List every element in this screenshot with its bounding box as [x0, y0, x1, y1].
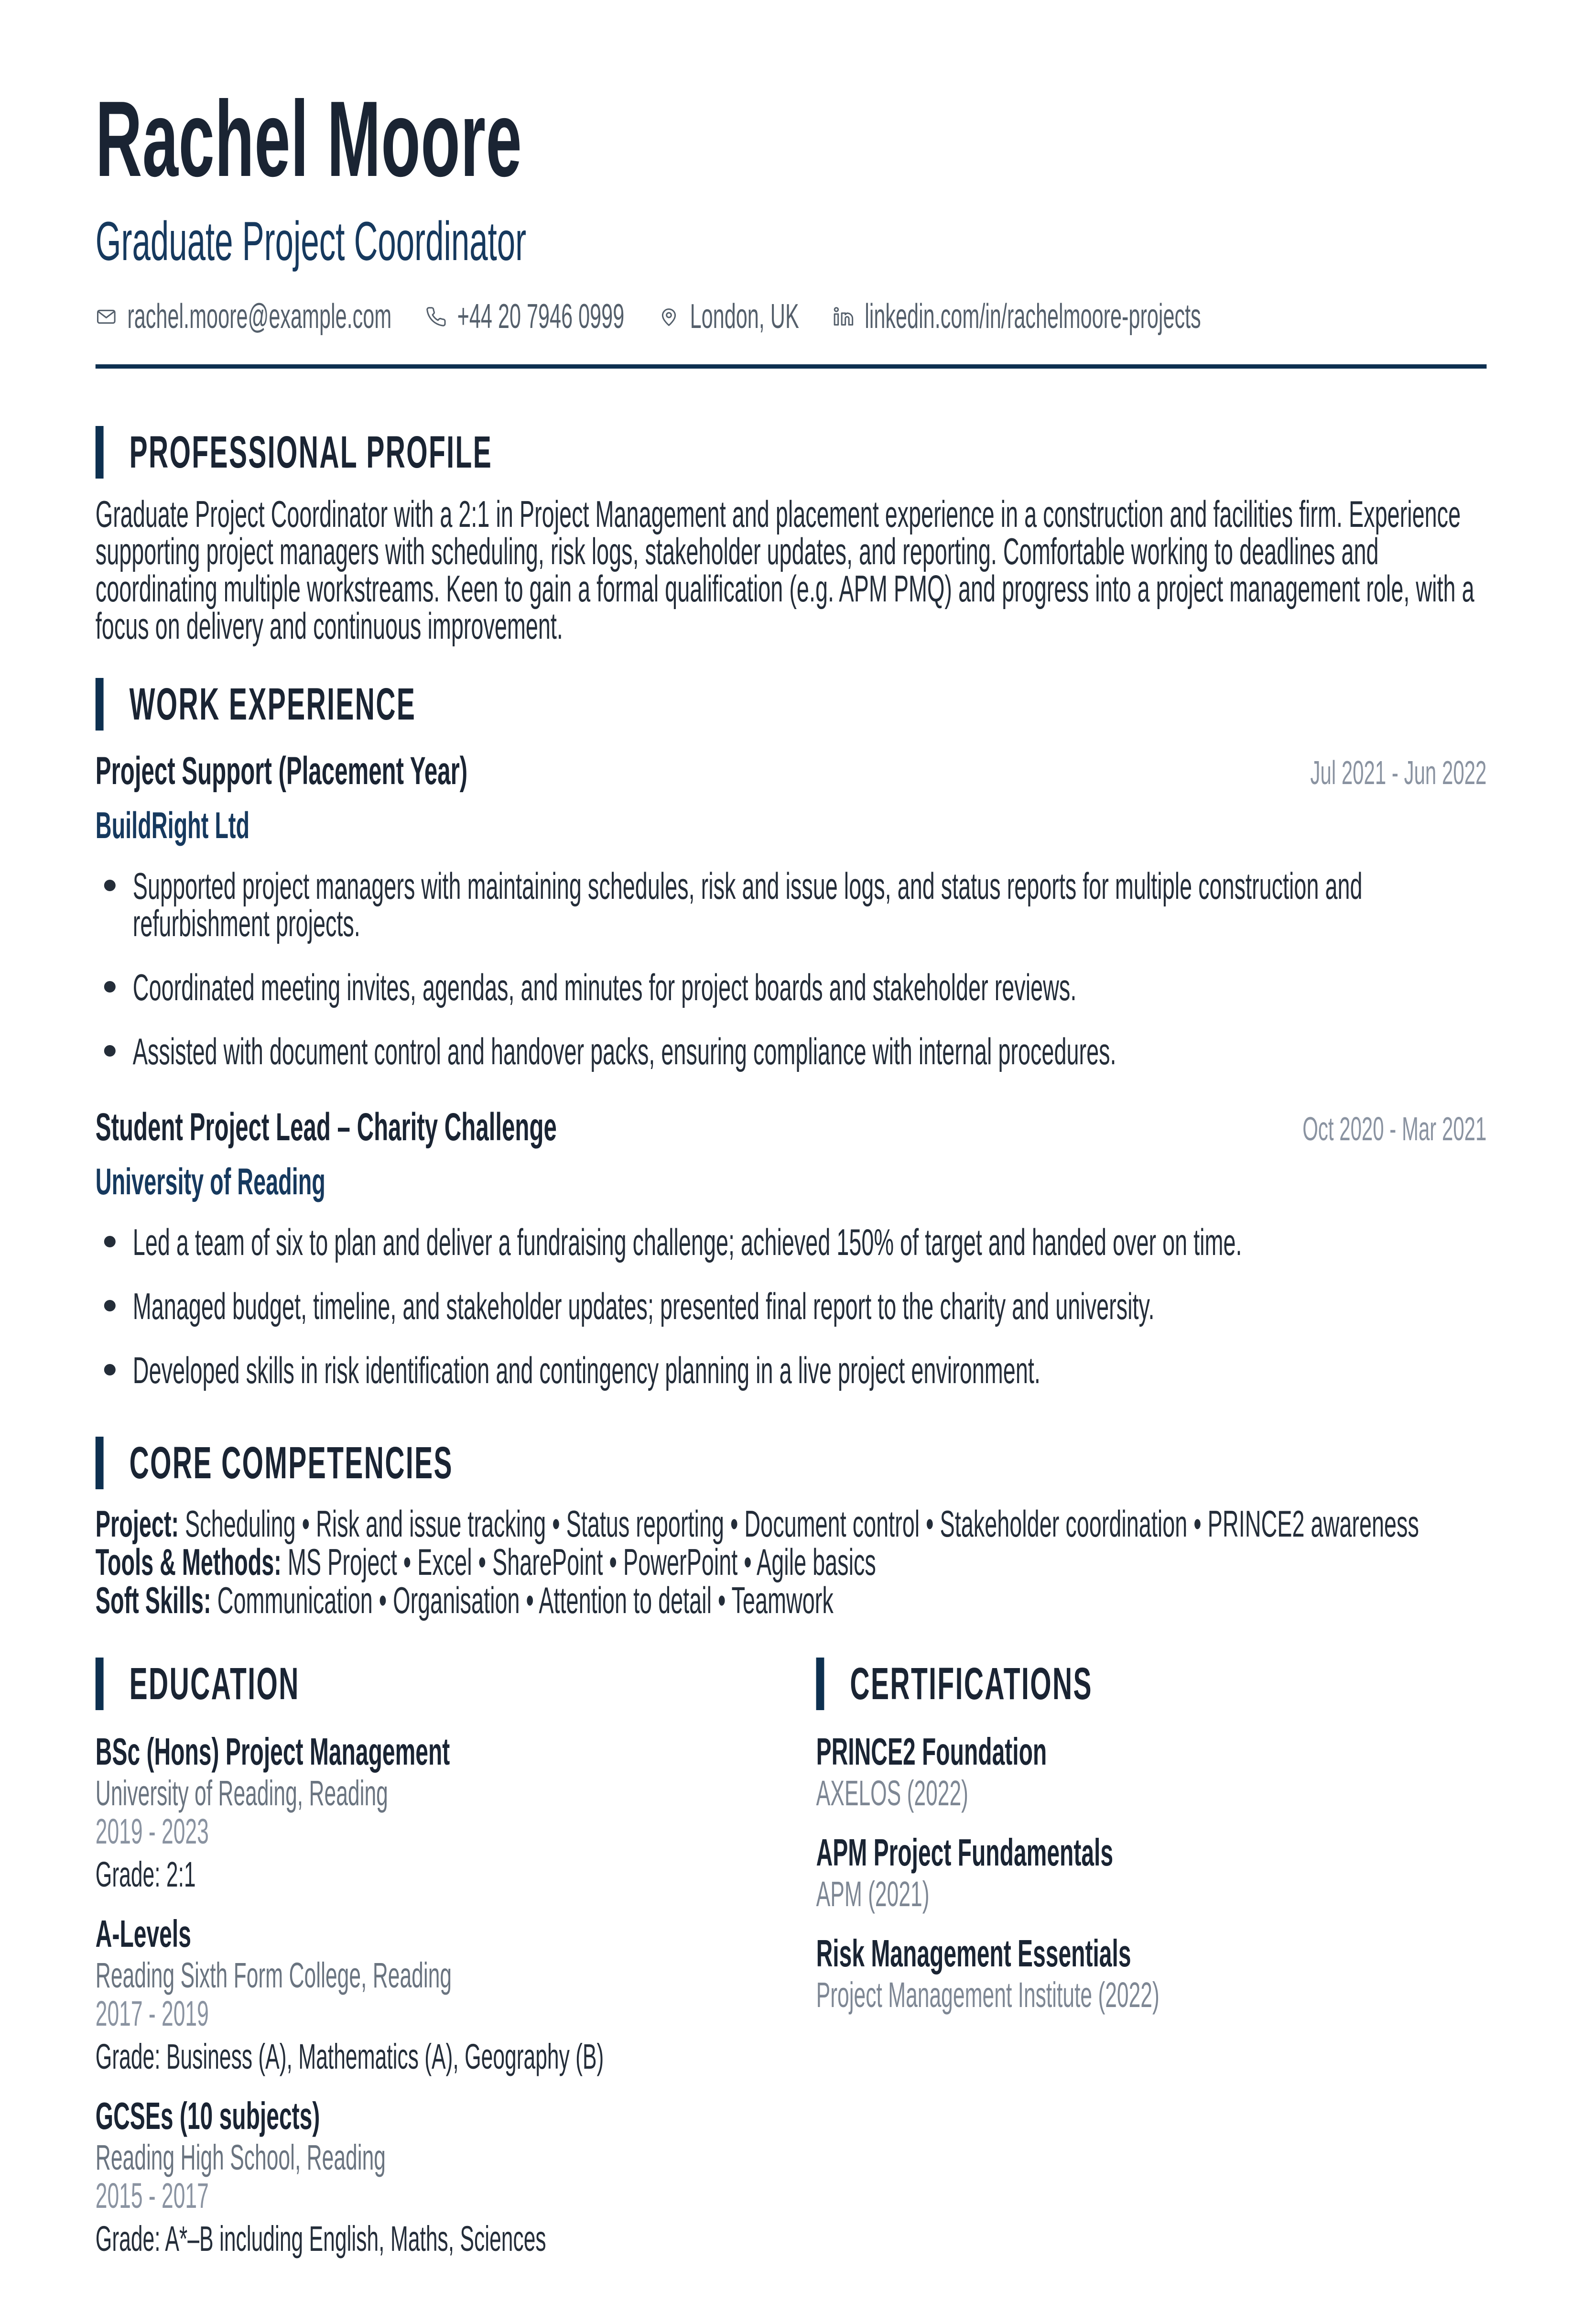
contact-location [658, 295, 799, 338]
section-education [96, 1653, 766, 1715]
person-name: Rachel Moore [95, 78, 522, 199]
education-grade: Grade: A*–B including English, Maths, Sciences [95, 2219, 546, 2259]
section-title-profile: PROFESSIONAL PROFILE [129, 427, 493, 478]
section-title-competencies: CORE COMPETENCIES [129, 1438, 453, 1488]
job-bullet-list [96, 867, 1487, 1070]
contact-email [96, 295, 391, 338]
job-company: University of Reading [95, 1160, 325, 1202]
contact-linkedin [833, 295, 1201, 338]
certification-title: PRINCE2 Foundation [816, 1730, 1047, 1773]
section-accent-bar [96, 426, 104, 479]
job-bullet: Coordinated meeting invites, agendas, and minutes for project boards and stakeholder reviews. [96, 969, 1487, 1006]
phone-icon [425, 306, 447, 327]
section-accent-bar [816, 1658, 824, 1710]
section-title-work: WORK EXPERIENCE [129, 679, 416, 730]
education-title: BSc (Hons) Project Management [95, 1730, 450, 1773]
contact-location-text: London, UK [690, 297, 799, 336]
certification-title: APM Project Fundamentals [816, 1831, 1114, 1874]
two-column-section [96, 1653, 1487, 2257]
certification-entry [816, 1732, 1487, 1811]
profile-summary: Graduate Project Coordinator with a 2:1 in Project Management and placement experience in a construction and facilities firm. Experience supporting project managers with scheduling, risk logs, stakeholder updates, and reporting. Comfortable working to deadlines and coordinating multiple workstreams. Keen to gain a formal qualification (e.g. APM PMQ) and progress into a project management role, with a focus on delivery and continuous improvement. [95, 493, 1474, 647]
email-icon [96, 306, 117, 327]
education-title: GCSEs (10 subjects) [95, 2095, 320, 2137]
job-bullet-list [96, 1223, 1487, 1389]
section-accent-bar [96, 1437, 104, 1489]
header-divider [96, 364, 1487, 369]
job-header [96, 1106, 1487, 1150]
education-entry [96, 1732, 766, 1892]
education-dates: 2019 - 2023 [95, 1811, 209, 1851]
section-title-education: EDUCATION [129, 1658, 300, 1709]
location-icon [658, 306, 680, 327]
job-bullet: Assisted with document control and handover packs, ensuring compliance with internal procedures. [96, 1033, 1487, 1070]
competency-values: MS Project • Excel • SharePoint • PowerPoint • Agile basics [281, 1541, 876, 1583]
job-dates: Oct 2020 - Mar 2021 [1302, 1110, 1487, 1147]
job-title: Student Project Lead – Charity Challenge [95, 1105, 557, 1149]
competency-rows [96, 1505, 1487, 1619]
certification-title: Risk Management Essentials [816, 1932, 1131, 1975]
section-work-experience [96, 673, 1487, 735]
competency-label: Soft Skills: [95, 1579, 211, 1621]
education-entry [96, 2096, 766, 2257]
education-institution: University of Reading, Reading [95, 1773, 388, 1813]
education-entry [96, 1914, 766, 2074]
contact-email-text: rachel.moore@example.com [127, 297, 392, 336]
education-dates: 2017 - 2019 [95, 1994, 209, 2033]
job-bullet: Supported project managers with maintaining schedules, risk and issue logs, and status reports for multiple construction and refurbishment projects. [96, 867, 1487, 942]
section-accent-bar [96, 1658, 104, 1710]
section-certifications [816, 1653, 1487, 1715]
certification-entry [816, 1933, 1487, 2013]
education-column [96, 1653, 766, 2257]
competency-row-softskills [96, 1581, 1487, 1619]
job-header [96, 750, 1487, 794]
job-company: BuildRight Ltd [95, 804, 250, 846]
contact-phone [425, 295, 624, 338]
job-bullet: Led a team of six to plan and deliver a fundraising challenge; achieved 150% of target and handed over on time. [96, 1223, 1487, 1261]
linkedin-icon [833, 306, 855, 327]
job-bullet: Managed budget, timeline, and stakeholder updates; presented final report to the charity and university. [96, 1287, 1487, 1325]
competency-label: Project: [95, 1503, 179, 1545]
job-entry [96, 750, 1487, 1070]
section-core-competencies [96, 1432, 1487, 1494]
section-accent-bar [96, 678, 104, 731]
contact-row [96, 295, 1487, 338]
education-institution: Reading Sixth Form College, Reading [95, 1955, 452, 1995]
competency-values: Scheduling • Risk and issue tracking • Status reporting • Document control • Stakeholder coordination • PRINCE2 awareness [179, 1503, 1419, 1545]
certification-issuer: AXELOS (2022) [816, 1773, 968, 1813]
person-job-title: Graduate Project Coordinator [95, 211, 527, 272]
job-dates: Jul 2021 - Jun 2022 [1310, 754, 1487, 791]
education-institution: Reading High School, Reading [95, 2138, 386, 2177]
job-title: Project Support (Placement Year) [95, 749, 468, 793]
section-title-certifications: CERTIFICATIONS [850, 1658, 1093, 1709]
competency-row-project [96, 1505, 1487, 1543]
education-grade: Grade: 2:1 [95, 1855, 196, 1894]
job-entry [96, 1106, 1487, 1389]
competency-values: Communication • Organisation • Attention to detail • Teamwork [211, 1579, 834, 1621]
education-title: A-Levels [95, 1912, 191, 1955]
certification-issuer: Project Management Institute (2022) [816, 1975, 1159, 2015]
competency-row-tools [96, 1543, 1487, 1581]
contact-phone-text: +44 20 7946 0999 [457, 297, 625, 336]
education-dates: 2015 - 2017 [95, 2176, 209, 2215]
certification-issuer: APM (2021) [816, 1874, 930, 1914]
certification-entry [816, 1833, 1487, 1912]
job-bullet: Developed skills in risk identification and contingency planning in a live project environment. [96, 1352, 1487, 1389]
competency-label: Tools & Methods: [95, 1541, 282, 1583]
contact-linkedin-text: linkedin.com/in/rachelmoore-projects [865, 297, 1201, 336]
certifications-column [816, 1653, 1487, 2257]
section-professional-profile [96, 421, 1487, 483]
education-grade: Grade: Business (A), Mathematics (A), Geography (B) [95, 2037, 604, 2076]
